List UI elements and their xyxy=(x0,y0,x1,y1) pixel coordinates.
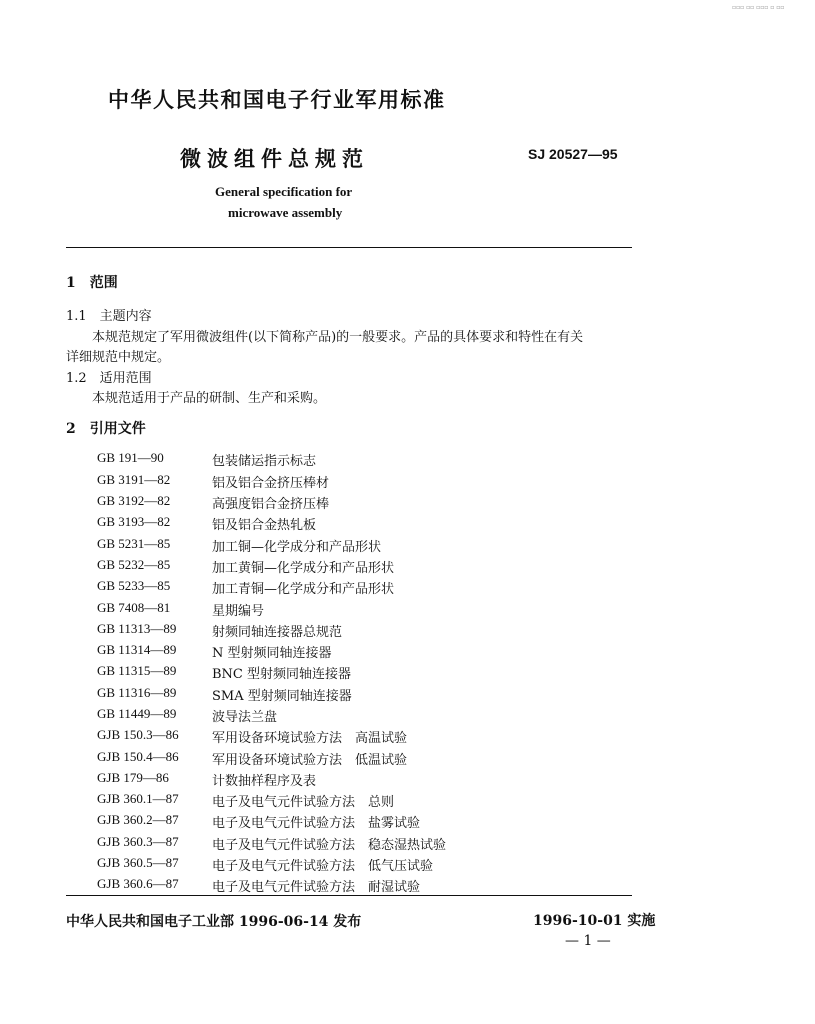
section-1-1-text-line-2: 详细规范中规定。 xyxy=(66,350,171,365)
reference-title: 计数抽样程序及表 xyxy=(212,774,317,789)
reference-title: BNC 型射频同轴连接器 xyxy=(212,667,352,682)
reference-title: 军用设备环境试验方法 低温试验 xyxy=(212,753,408,768)
reference-code: GJB 360.2—87 xyxy=(97,812,179,827)
reference-code: GB 3192—82 xyxy=(97,493,171,508)
reference-title: 电子及电气元件试验方法 盐雾试验 xyxy=(212,816,421,831)
scan-corner-mark: ▫▫▫ ▫▫ ▫▫▫ ▫ ▫▫ xyxy=(732,4,785,11)
reference-title: 包装储运指示标志 xyxy=(212,454,317,469)
section-1-1-text-line-1: 本规范规定了军用微波组件(以下简称产品)的一般要求。产品的具体要求和特性在有关 xyxy=(92,330,584,345)
header-divider xyxy=(66,247,632,248)
english-title-line-1: General specification for xyxy=(215,184,353,199)
reference-title: 电子及电气元件试验方法 总则 xyxy=(212,795,395,810)
issue-statement: 中华人民共和国电子工业部 1996-06-14 发布 xyxy=(66,914,362,930)
footer-divider xyxy=(66,895,632,896)
reference-code: GB 11316—89 xyxy=(97,685,177,700)
reference-code: GJB 360.1—87 xyxy=(97,791,179,806)
reference-title: 电子及电气元件试验方法 低气压试验 xyxy=(212,859,434,874)
reference-title: SMA 型射频同轴连接器 xyxy=(212,689,352,704)
document-title: 微波组件总规范 xyxy=(180,146,369,171)
reference-title: 高强度铝合金挤压棒 xyxy=(212,497,330,512)
reference-code: GJB 360.3—87 xyxy=(97,834,179,849)
reference-title: 加工青铜—化学成分和产品形状 xyxy=(212,582,395,597)
reference-code: GB 11449—89 xyxy=(97,706,177,721)
section-1-heading: 1 范围 xyxy=(66,275,118,291)
reference-title: 电子及电气元件试验方法 耐湿试验 xyxy=(212,880,421,895)
reference-code: GB 5232—85 xyxy=(97,557,171,572)
document-number: SJ 20527—95 xyxy=(528,146,618,162)
reference-code: GB 3193—82 xyxy=(97,514,171,529)
reference-title: N 型射频同轴连接器 xyxy=(212,646,332,661)
reference-code: GB 11315—89 xyxy=(97,663,177,678)
reference-code: GB 11313—89 xyxy=(97,621,177,636)
reference-title: 射频同轴连接器总规范 xyxy=(212,625,343,640)
reference-code: GB 191—90 xyxy=(97,450,164,465)
reference-code: GJB 179—86 xyxy=(97,770,169,785)
section-1-2-text: 本规范适用于产品的研制、生产和采购。 xyxy=(92,391,327,406)
reference-code: GB 5231—85 xyxy=(97,536,171,551)
reference-code: GJB 150.3—86 xyxy=(97,727,179,742)
reference-code: GJB 150.4—86 xyxy=(97,749,179,764)
standard-body-heading: 中华人民共和国电子行业军用标准 xyxy=(108,87,446,112)
english-title-line-2: microwave assembly xyxy=(228,205,343,220)
reference-code: GB 5233—85 xyxy=(97,578,171,593)
reference-code: GB 11314—89 xyxy=(97,642,177,657)
effective-date: 1996-10-01 实施 xyxy=(533,913,656,929)
reference-title: 铝及铝合金挤压棒材 xyxy=(212,476,330,491)
page-number: — 1 — xyxy=(565,933,611,949)
reference-title: 波导法兰盘 xyxy=(212,710,278,725)
reference-title: 加工黄铜—化学成分和产品形状 xyxy=(212,561,395,576)
reference-title: 加工铜—化学成分和产品形状 xyxy=(212,540,382,555)
reference-title: 军用设备环境试验方法 高温试验 xyxy=(212,731,408,746)
reference-code: GJB 360.5—87 xyxy=(97,855,179,870)
reference-title: 电子及电气元件试验方法 稳态湿热试验 xyxy=(212,838,447,853)
section-1-1-heading: 1.1 主题内容 xyxy=(66,309,152,324)
section-2-heading: 2 引用文件 xyxy=(66,421,146,437)
reference-code: GJB 360.6—87 xyxy=(97,876,179,891)
reference-code: GB 3191—82 xyxy=(97,472,171,487)
reference-title: 铝及铝合金热轧板 xyxy=(212,518,317,533)
reference-title: 星期编号 xyxy=(212,604,265,619)
section-1-2-heading: 1.2 适用范围 xyxy=(66,371,152,386)
reference-code: GB 7408—81 xyxy=(97,600,171,615)
